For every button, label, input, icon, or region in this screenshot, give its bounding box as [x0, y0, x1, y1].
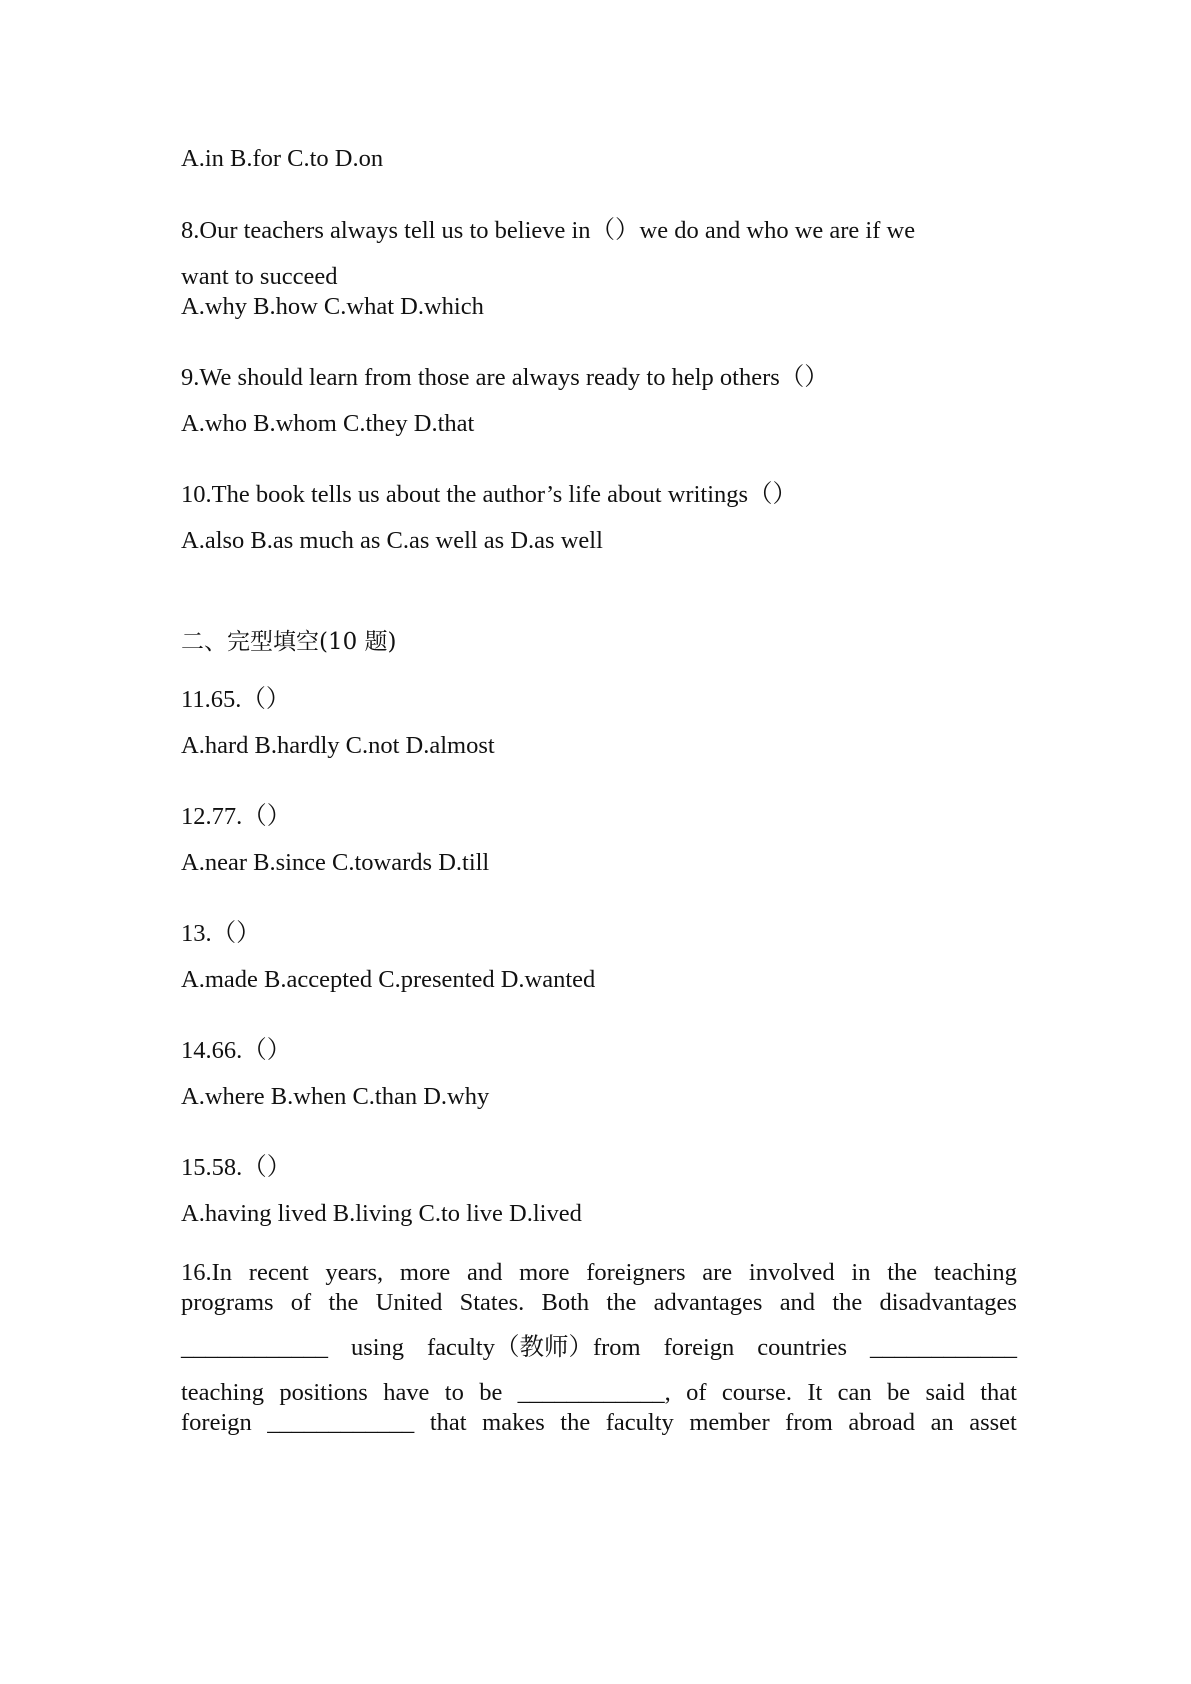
q15-options: A.having lived B.living C.to live D.lived: [181, 1200, 582, 1227]
passage-word: abroad: [848, 1409, 916, 1436]
passage-word: years,: [325, 1259, 384, 1286]
passage-word: the: [328, 1289, 359, 1316]
passage-word: ____________,: [517, 1379, 671, 1406]
passage-word: ____________: [870, 1334, 1017, 1361]
passage-line-1: [181, 1258, 1017, 1288]
passage-word: positions: [279, 1379, 368, 1406]
q10-stem: 10.The book tells us about the author’s life about writings（）: [181, 481, 798, 508]
q13-stem: 13.（）: [181, 920, 261, 947]
q12-stem: 12.77.（）: [181, 803, 292, 830]
passage-word: that: [429, 1409, 467, 1436]
q7-options: A.in B.for C.to D.on: [181, 145, 384, 172]
passage-word: are: [702, 1259, 733, 1286]
q9-stem: 9.We should learn from those are always ready to help others（）: [181, 364, 829, 391]
passage-word: United: [375, 1289, 443, 1316]
q14-stem: 14.66.（）: [181, 1037, 292, 1064]
passage-word: can: [837, 1379, 872, 1406]
passage-word: course.: [721, 1379, 792, 1406]
passage-word: countries: [757, 1334, 848, 1361]
passage-word: of: [290, 1289, 312, 1316]
q8-stem-line-1: 8.Our teachers always tell us to believe in（）we do and who we are if we: [181, 217, 916, 244]
passage-word: makes: [482, 1409, 545, 1436]
passage-word: advantages: [653, 1289, 763, 1316]
passage-word: member: [689, 1409, 770, 1436]
passage-word: in: [851, 1259, 871, 1286]
section-2-title: 二、完型填空(10 题): [181, 629, 397, 655]
passage-line-2: [181, 1288, 1017, 1318]
passage-word: to: [444, 1379, 464, 1406]
passage-word: the: [606, 1289, 637, 1316]
q15-stem: 15.58.（）: [181, 1154, 292, 1181]
passage-word: from: [785, 1409, 833, 1436]
passage-word: the: [832, 1289, 863, 1316]
passage-word: States.: [459, 1289, 525, 1316]
passage-word: teaching: [181, 1379, 264, 1406]
passage-word: faculty（教师）from: [426, 1334, 641, 1361]
passage-word: ____________: [267, 1409, 415, 1436]
passage-line-3: [181, 1333, 1017, 1363]
passage-word: be: [479, 1379, 503, 1406]
passage-word: foreigners: [586, 1259, 686, 1286]
passage-word: teaching: [933, 1259, 1017, 1286]
passage-word: It: [807, 1379, 823, 1406]
passage-word: faculty: [605, 1409, 674, 1436]
q13-options: A.made B.accepted C.presented D.wanted: [181, 966, 596, 993]
passage-word: be: [886, 1379, 911, 1406]
q11-stem: 11.65.（）: [181, 686, 291, 713]
passage-word: using: [350, 1334, 405, 1361]
passage-word: 16.In: [181, 1259, 233, 1286]
passage-word: recent: [248, 1259, 309, 1286]
passage-word: more: [399, 1259, 451, 1286]
q8-stem-line-2: want to succeed: [181, 263, 338, 290]
passage-word: have: [383, 1379, 430, 1406]
q12-options: A.near B.since C.towards D.till: [181, 849, 490, 876]
passage-word: and: [467, 1259, 503, 1286]
passage-word: that: [980, 1379, 1017, 1406]
q11-options: A.hard B.hardly C.not D.almost: [181, 732, 495, 759]
passage-word: ____________: [181, 1334, 328, 1361]
passage-word: involved: [748, 1259, 835, 1286]
passage-word: asset: [969, 1409, 1017, 1436]
q9-options: A.who B.whom C.they D.that: [181, 410, 475, 437]
passage-word: the: [560, 1409, 591, 1436]
passage-word: and: [779, 1289, 816, 1316]
passage-word: said: [925, 1379, 965, 1406]
passage-word: the: [887, 1259, 918, 1286]
q10-options: A.also B.as much as C.as well as D.as well: [181, 527, 603, 554]
passage-word: foreign: [663, 1334, 735, 1361]
passage-word: an: [930, 1409, 954, 1436]
passage-line-4: [181, 1378, 1017, 1408]
passage-line-5: [181, 1408, 1017, 1438]
passage-word: more: [519, 1259, 570, 1286]
passage-word: disadvantages: [879, 1289, 1017, 1316]
passage-word: Both: [541, 1289, 590, 1316]
q14-options: A.where B.when C.than D.why: [181, 1083, 490, 1110]
passage-word: programs: [181, 1289, 274, 1316]
passage-word: foreign: [181, 1409, 252, 1436]
passage-word: of: [686, 1379, 707, 1406]
q8-options: A.why B.how C.what D.which: [181, 293, 484, 320]
